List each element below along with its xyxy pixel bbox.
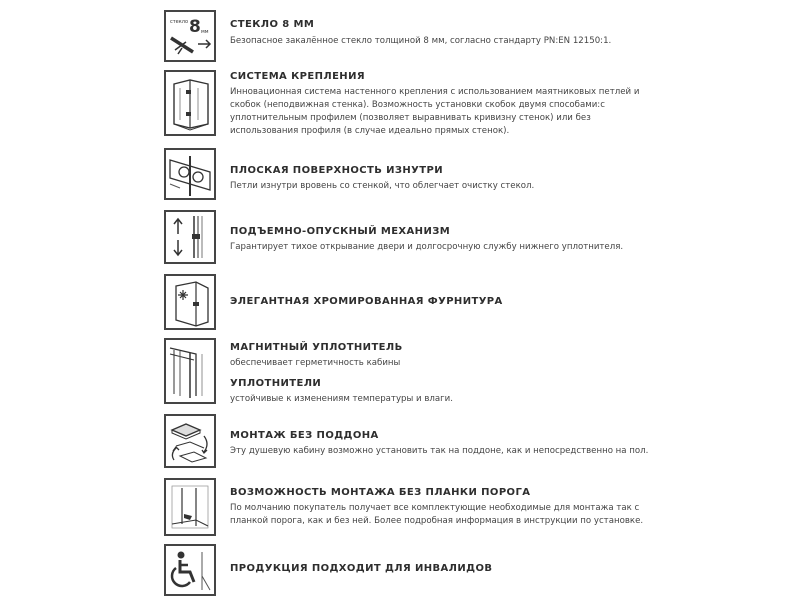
feature-title-no-tray: МОНТАЖ БЕЗ ПОДДОНА (230, 430, 379, 441)
svg-text:мм: мм (201, 29, 209, 35)
no-threshold-install-icon (164, 478, 216, 536)
feature-desc-flat: Петли изнутри вровень со стенкой, что облегчает очистку стекол. (230, 181, 535, 191)
feature-desc-no-threshold-1: По молчанию покупатель получает все комплектующие необходимые для монтажа так с (230, 503, 640, 513)
magnetic-seal-icon (164, 338, 216, 404)
feature-title-no-threshold: ВОЗМОЖНОСТЬ МОНТАЖА БЕЗ ПЛАНКИ ПОРОГА (230, 487, 531, 498)
feature-title-chrome: ЭЛЕГАНТНАЯ ХРОМИРОВАННАЯ ФУРНИТУРА (230, 296, 503, 307)
svg-text:стекло: стекло (170, 19, 189, 25)
no-tray-install-icon (164, 414, 216, 468)
wall-mount-system-icon (164, 70, 216, 136)
chrome-fittings-icon (164, 274, 216, 330)
feature-title-lift: ПОДЪЕМНО-ОПУСКНЫЙ МЕХАНИЗМ (230, 226, 451, 237)
feature-desc-seals: устойчивые к изменениям температуры и влаги. (230, 394, 453, 404)
feature-desc-mount-1: Инновационная система настенного крепления с использованием маятниковых петлей и (230, 87, 640, 97)
feature-desc-mount-3: уплотнительным профилем (позволяет выравнивать кривизну стенок) или без (230, 113, 591, 123)
feature-desc-no-tray: Эту душевую кабину возможно установить так на поддоне, как и непосредственно на пол. (230, 446, 649, 456)
feature-title-mount: СИСТЕМА КРЕПЛЕНИЯ (230, 71, 365, 82)
feature-title-seals: УПЛОТНИТЕЛИ (230, 378, 322, 389)
feature-desc-no-threshold-2: планкой порога, как и без ней. Более подробная информация в инструкции по установке. (230, 516, 644, 526)
feature-desc-lift: Гарантирует тихое открывание двери и долгосрочную службу нижнего уплотнителя. (230, 242, 624, 252)
feature-title-wheelchair: ПРОДУКЦИЯ ПОДХОДИТ ДЛЯ ИНВАЛИДОВ (230, 563, 493, 574)
feature-title-flat: ПЛОСКАЯ ПОВЕРХНОСТЬ ИЗНУТРИ (230, 165, 443, 176)
glass-thickness-icon (164, 10, 216, 62)
flat-inner-surface-icon (164, 148, 216, 200)
feature-desc-mount-4: использования профиля (в случае идеально прямых стенок). (230, 126, 510, 136)
feature-desc-magnetic: обеспечивает герметичность кабины (230, 358, 401, 368)
wheelchair-accessible-icon (164, 544, 216, 596)
svg-text:8: 8 (189, 17, 201, 37)
lift-lower-mechanism-icon (164, 210, 216, 264)
feature-desc-glass: Безопасное закалённое стекло толщиной 8 мм, согласно стандарту PN:EN 12150:1. (230, 36, 612, 46)
feature-title-glass: СТЕКЛО 8 ММ (230, 19, 315, 30)
feature-title-magnetic: МАГНИТНЫЙ УПЛОТНИТЕЛЬ (230, 342, 403, 353)
feature-desc-mount-2: скобок (неподвижная стенка). Возможность установки скобок двумя способами:с (230, 100, 605, 110)
